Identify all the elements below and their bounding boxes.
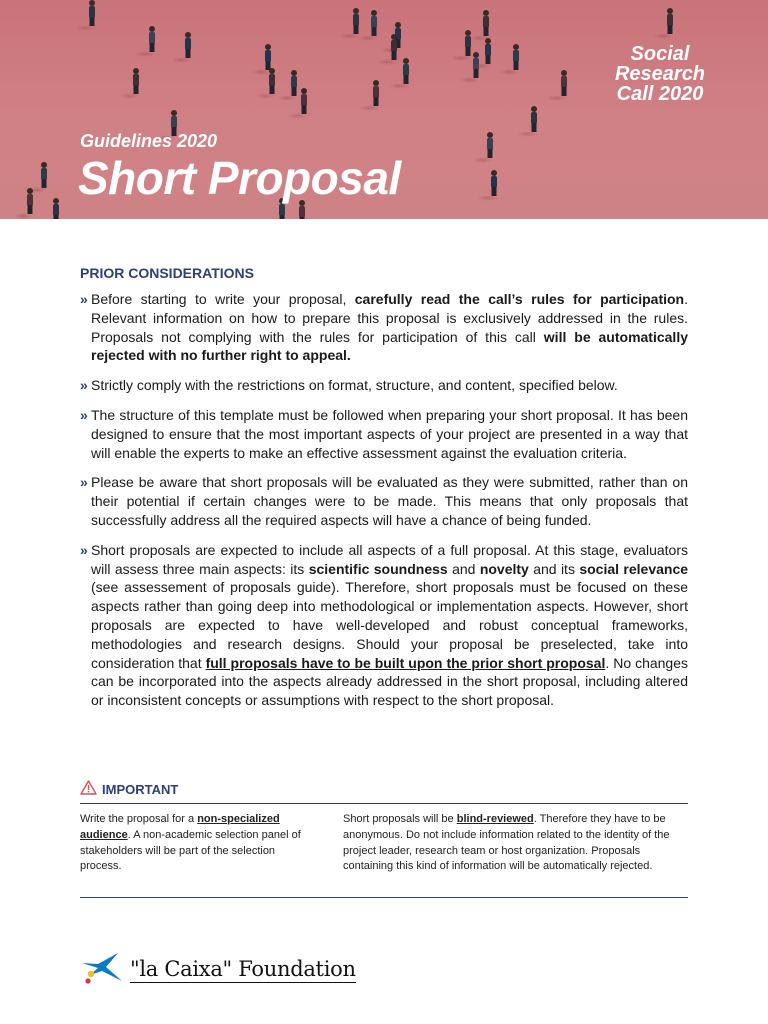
list-item (80, 406, 688, 462)
header-banner (0, 0, 768, 219)
list-item (80, 376, 688, 395)
foundation-logo (80, 952, 356, 988)
text-run: and (447, 560, 480, 577)
important-note-blind-review (343, 812, 673, 875)
section-heading-prior: PRIOR CONSIDERATIONS (80, 265, 254, 281)
text-run: and its (528, 560, 580, 577)
emphasis: will be automatically rejected with no further right to appeal. (91, 328, 688, 364)
guidelines-subtitle: Guidelines 2020 (80, 131, 218, 151)
emphasis: carefully read the call’s rules for participation (354, 291, 685, 307)
call-line-1: Social (630, 43, 690, 65)
important-note-audience (80, 812, 312, 875)
text-run: Please be aware that short proposals will be evaluated as they were submitted, rather than on their potential if certain changes were to be made. This means that only proposals that successfully address all the required aspects will have a chance of being funded. (91, 474, 688, 528)
important-heading (80, 779, 178, 799)
call-line-2: Research (614, 63, 706, 85)
text-run: . No changes can be incorporated into the aspects already addressed in the short proposal, including altered or inconsistent concepts or assumptions with respect to the short proposal. (91, 654, 689, 709)
text-run: . Therefore they have to be anonymous. Do not include information related to the identity of the project leader, research team or host organization. Proposals containing this kind of information will be automatically rejected. (343, 813, 670, 873)
emphasis: novelty (479, 560, 529, 577)
text-run: Before starting to write your proposal, (91, 291, 355, 307)
text-run: . Relevant information on how to prepare this proposal is exclusively addressed in the rules. Proposals not complying with the rules for participation of this call (91, 291, 688, 345)
bullet-mark: » (80, 541, 88, 558)
warning-icon (80, 780, 97, 798)
emphasis: scientific soundness (308, 560, 448, 577)
text-run: Strictly comply with the restrictions on format, structure, and content, specified below. (91, 377, 618, 394)
emphasis: social relevance (579, 560, 689, 577)
list-item (80, 541, 688, 710)
bullet-mark: » (80, 291, 88, 307)
logo-wordmark: "la Caixa" Foundation (130, 957, 356, 981)
considerations-list (80, 290, 688, 721)
page-title: Short Proposal (78, 152, 401, 204)
text-run: Write the proposal for a (80, 813, 198, 825)
underlined-emphasis: full proposals have to be built upon the prior short proposal (205, 654, 606, 671)
text-run: Short proposals will be (343, 813, 457, 825)
list-item (80, 290, 688, 365)
underlined-emphasis: non-specialized audience (80, 813, 280, 841)
bullet-mark: » (80, 406, 88, 423)
underlined-emphasis: blind-reviewed (456, 813, 534, 825)
bullet-mark: » (80, 474, 88, 491)
list-item (80, 473, 688, 529)
call-label (600, 44, 720, 104)
text-run: Short proposals are expected to include all aspects of a full proposal. At this stage, evaluators will assess three main aspects: its (91, 541, 688, 577)
important-label: IMPORTANT (102, 781, 179, 797)
text-run: (see assessement of proposals guide). Therefore, short proposals must be focused on these aspects rather than going deep into methodological or implementation aspects. However, short proposals are expected to have well-developed and robust conceptual frameworks, methodologies and research designs. Should your proposal be preselected, take into consideration that (91, 579, 688, 671)
important-box (80, 803, 688, 898)
text-run: . A non-academic selection panel of stakeholders will be part of the selection process. (80, 828, 301, 873)
bullet-mark: » (80, 377, 88, 394)
text-run: The structure of this template must be followed when preparing your short proposal. It has been designed to ensure that the most important aspects of your project are presented in a way that will enable the experts to make an effective assessment against the evaluation criteria. (91, 406, 688, 461)
star-logo-icon (80, 951, 124, 990)
call-line-3: Call 2020 (616, 83, 704, 105)
